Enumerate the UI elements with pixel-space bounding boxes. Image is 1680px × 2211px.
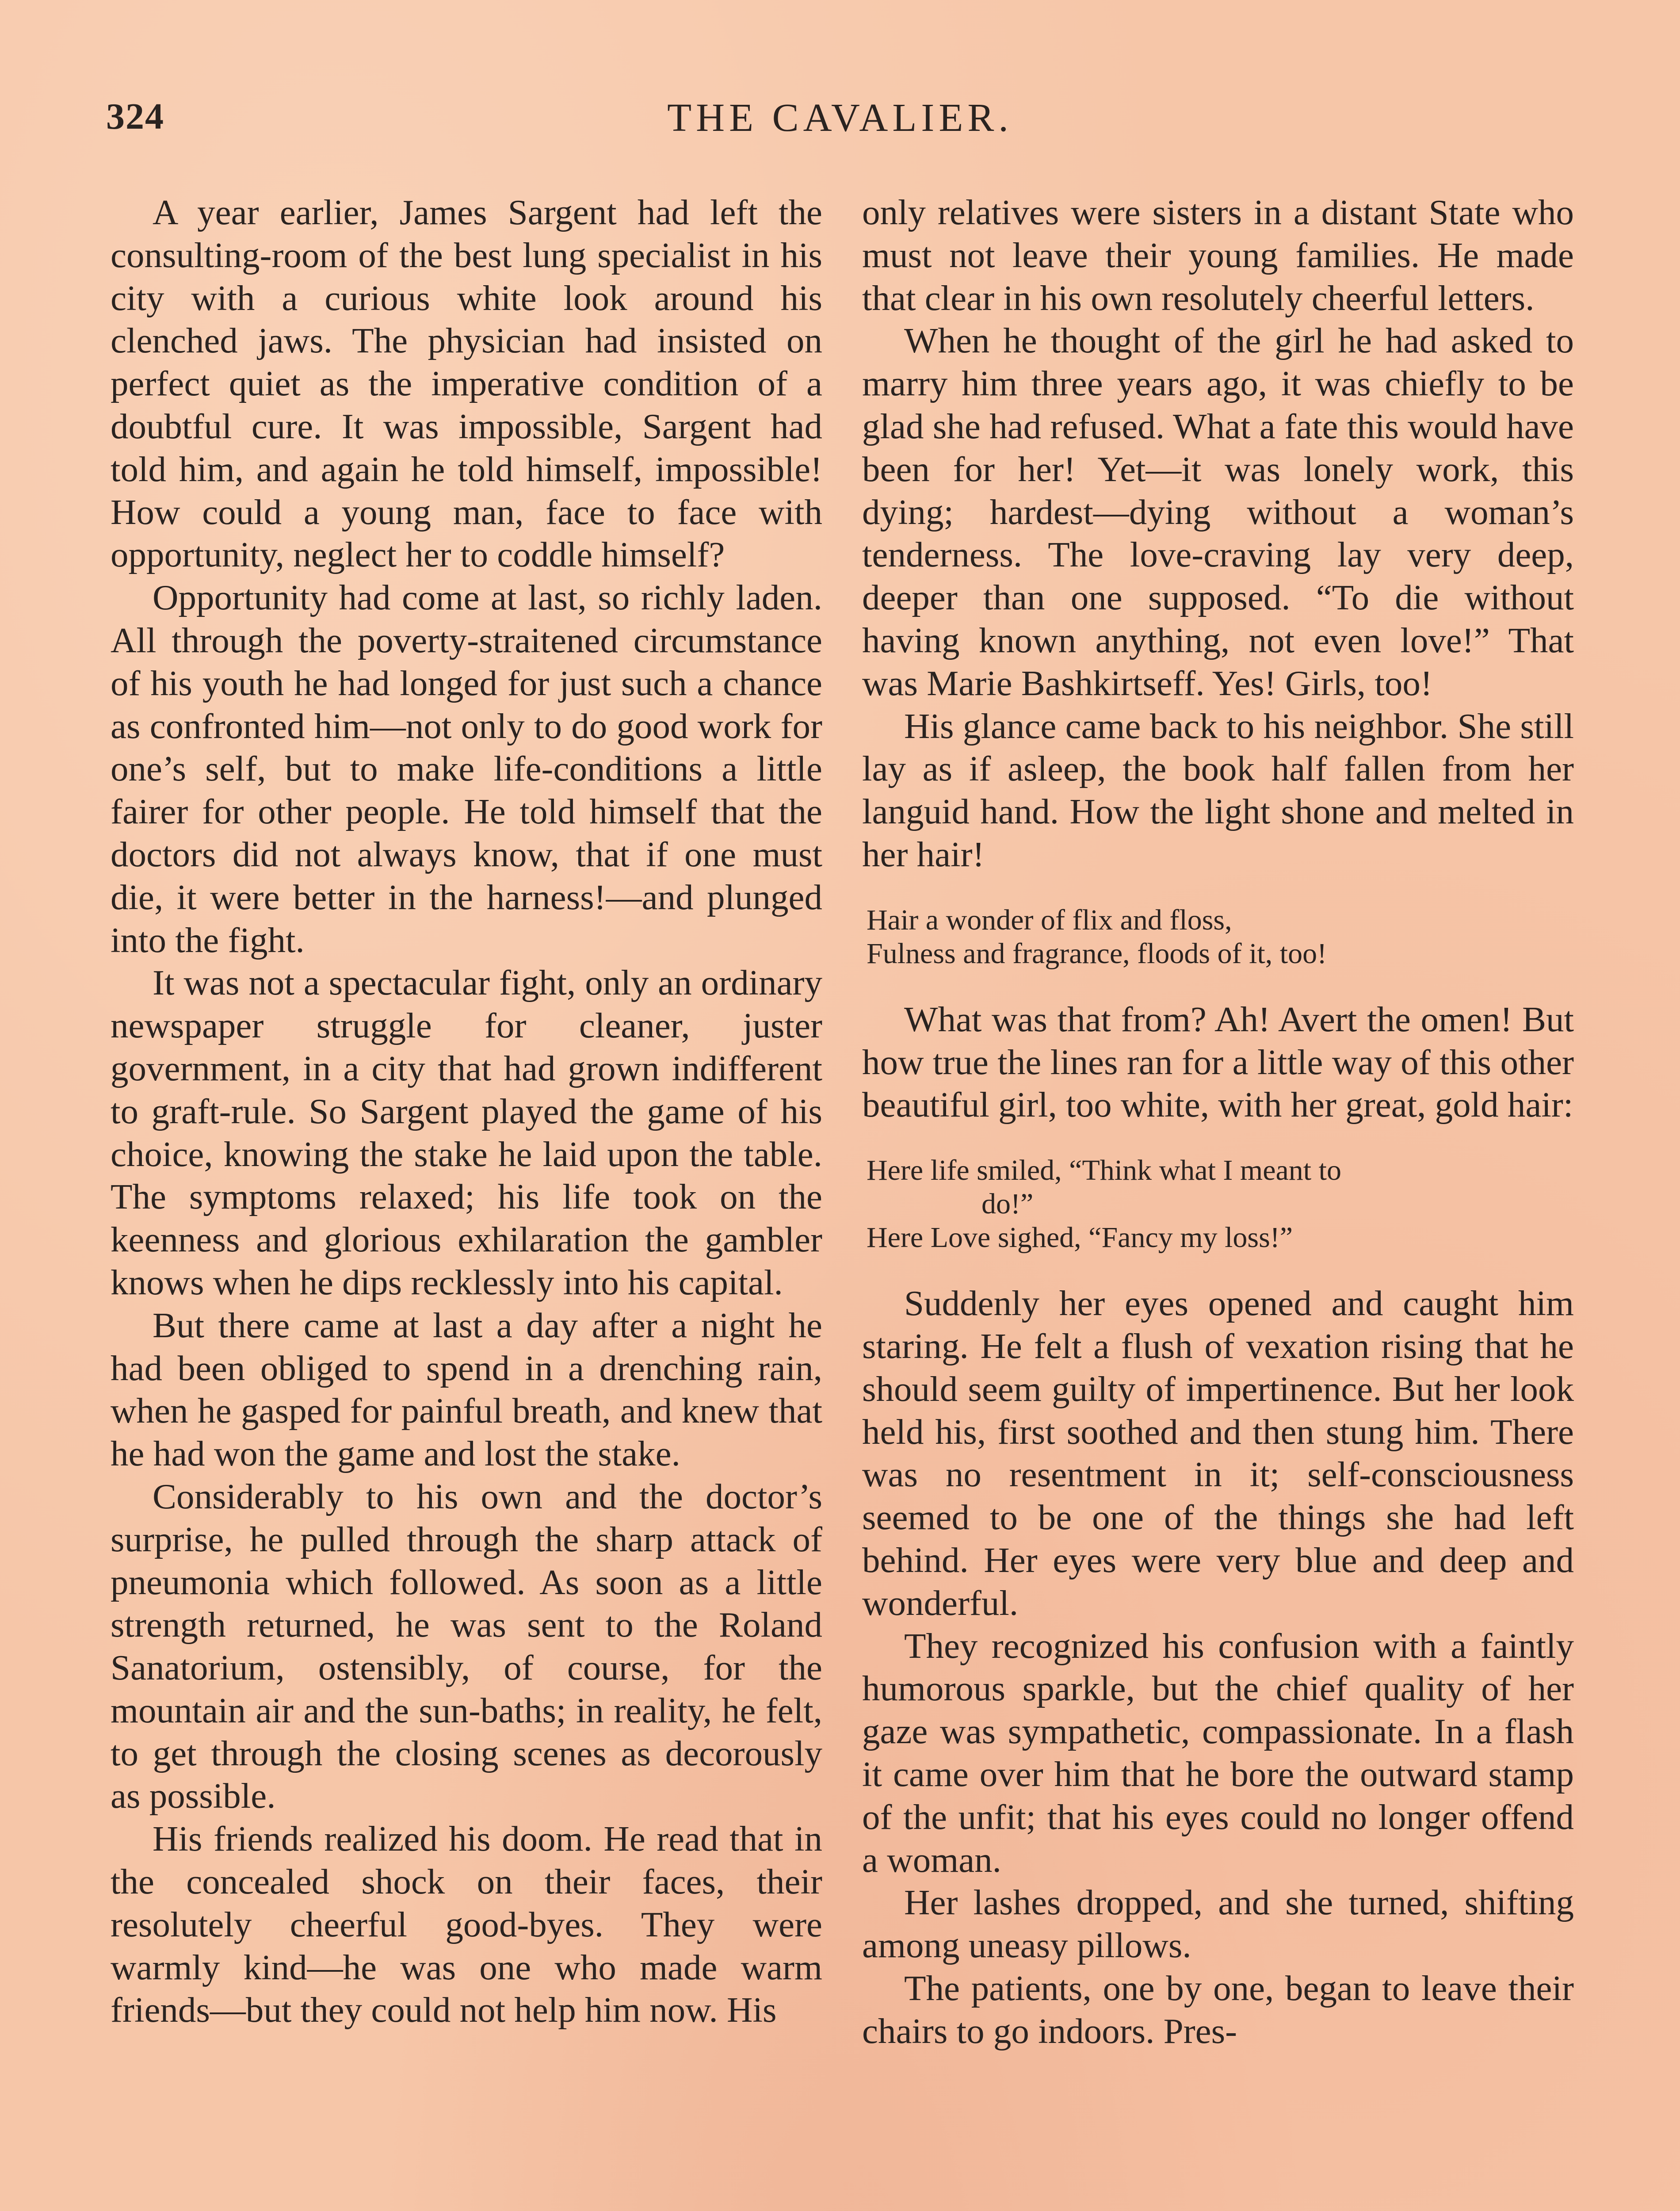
paragraph: Opportunity had come at last, so richly laden. All through the poverty-straitened circumstance of his youth he had longed for just such a chance as confronted him—not only to do good work for one’s self, but to make life-conditions a little fairer for other people. He told himself that the doctors did not always know, that if one must die, it were better in the harness!—and plunged into the fight. <box>111 578 822 960</box>
verse-line-continuation: do!” <box>981 1188 1034 1220</box>
verse-line: Here Love sighed, “Fancy my loss!” <box>867 1221 1293 1254</box>
paragraph: They recognized his confusion with a faintly humorous sparkle, but the chief quality of her gaze was sympathetic, compassionate. In a flash it came over him that he bore the outward stamp of the unfit; that his eyes could no longer offend a woman. <box>862 1626 1574 1880</box>
verse-quote <box>867 1154 1574 1255</box>
verse-line: Hair a wonder of flix and floss, <box>867 903 1232 936</box>
paragraph: When he thought of the girl he had asked to marry him three years ago, it was chiefly to be glad she had refused. What a fate this would have been for her! Yet—it was lonely work, this dying; hardest—dying without a woman’s tenderness. The love-craving lay very deep, deeper than one supposed. “To die without having known anything, not even love!” That was Marie Bashkirtseff. Yes! Girls, too! <box>862 321 1574 703</box>
right-column <box>862 191 1574 2052</box>
paragraph: Her lashes dropped, and she turned, shifting among uneasy pillows. <box>862 1882 1574 1966</box>
left-column <box>111 191 822 2031</box>
paragraph-continued: only relatives were sisters in a distant State who must not leave their young families. He made that clear in his own resolutely cheerful letters. <box>862 192 1574 318</box>
paragraph: His friends realized his doom. He read that in the concealed shock on their faces, their resolutely cheerful good-byes. They were warmly kind—he was one who made warm friends—but they could not help him now. His <box>111 1819 822 2030</box>
page-number: 324 <box>106 96 164 137</box>
paragraph: What was that from? Ah! Avert the omen! But how true the lines ran for a little way of this other beautiful girl, too white, with her great, gold hair: <box>862 999 1574 1125</box>
paragraph: The patients, one by one, began to leave their chairs to go indoors. Pres- <box>862 1968 1574 2051</box>
paragraph: It was not a spectacular fight, only an ordinary newspaper struggle for cleaner, juster government, in a city that had grown indifferent to graft-rule. So Sargent played the game of his choice, knowing the stake he laid upon the table. The symptoms relaxed; his life took on the keenness and glorious exhilaration the gambler knows when he dips recklessly into his capital. <box>111 963 822 1302</box>
paragraph: Considerably to his own and the doctor’s surprise, he pulled through the sharp attack of pneumonia which followed. As soon as a little strength returned, he was sent to the Roland Sanatorium, ostensibly, of course, for the mountain air and the sun-baths; in reality, he felt, to get through the closing scenes as decorously as possible. <box>111 1476 822 1816</box>
paragraph: But there came at last a day after a night he had been obliged to spend in a drenching rain, when he gasped for painful breath, and knew that he had won the game and lost the stake. <box>111 1305 822 1474</box>
verse-line: Fulness and fragrance, floods of it, too! <box>867 937 1327 970</box>
running-title: THE CAVALIER. <box>667 96 1013 140</box>
verse-line: Here life smiled, “Think what I meant to <box>867 1154 1341 1187</box>
page-header <box>106 95 1574 148</box>
paragraph: Suddenly her eyes opened and caught him staring. He felt a flush of vexation rising that he should seem guilty of impertinence. But her look held his, first soothed and then stung him. There was no resentment in it; self-consciousness seemed to be one of the things she had left behind. Her eyes were very blue and deep and wonderful. <box>862 1283 1574 1623</box>
paragraph: A year earlier, James Sargent had left the consulting-room of the best lung specialist in his city with a curious white look around his clenched jaws. The physician had insisted on perfect quiet as the imperative condition of a doubtful cure. It was impossible, Sargent had told him, and again he told himself, impossible! How could a young man, face to face with opportunity, neglect her to coddle himself? <box>111 192 822 575</box>
verse-quote <box>867 903 1574 971</box>
paragraph: His glance came back to his neighbor. She still lay as if asleep, the book half fallen from her languid hand. How the light shone and melted in her hair! <box>862 706 1574 874</box>
